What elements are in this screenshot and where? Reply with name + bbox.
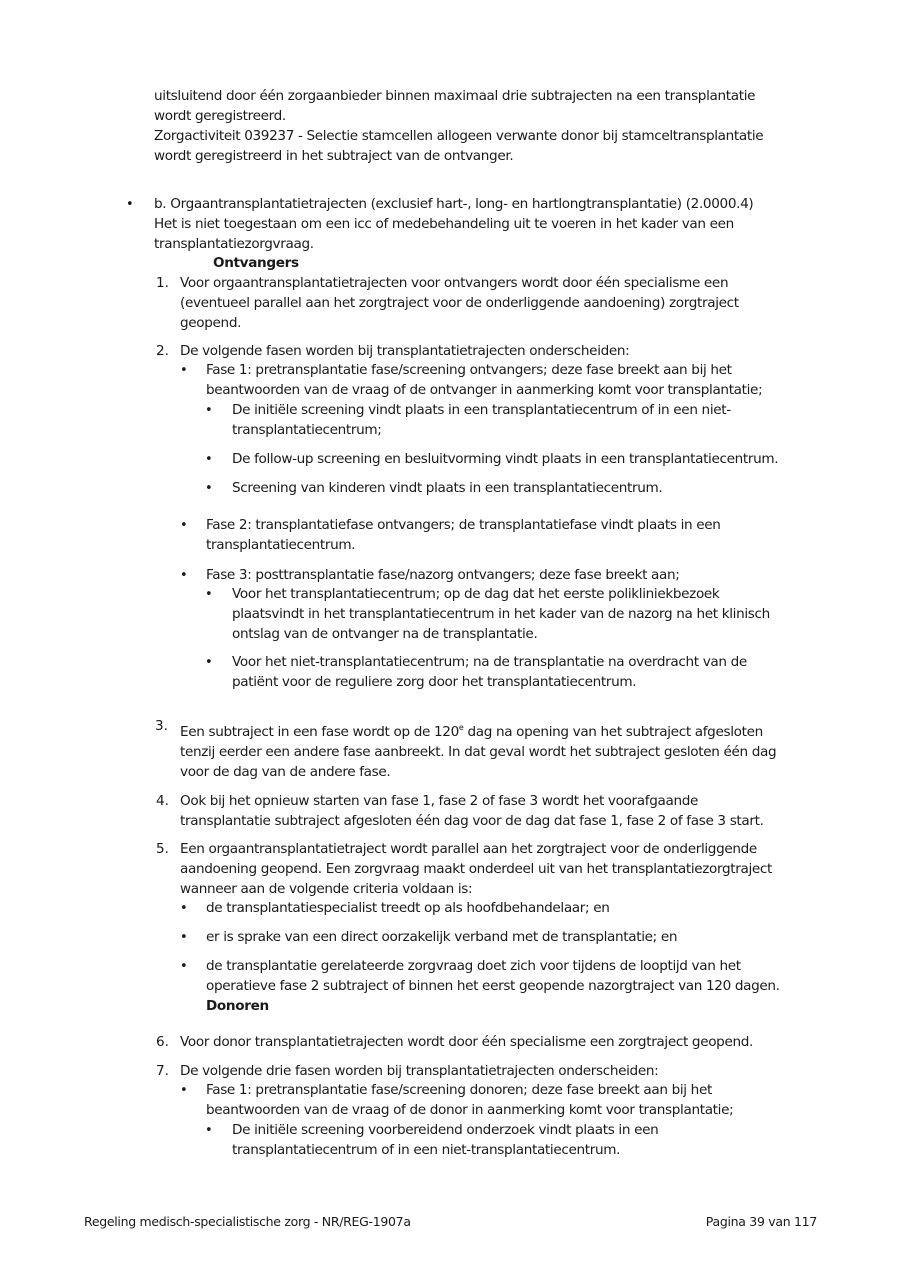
text-line: transplantatiecentrum; (232, 422, 382, 438)
footer-document-title: Regeling medisch-specialistische zorg - NR/REG-1907a (84, 1214, 411, 1229)
text-line: beantwoorden van de vraag of de ontvanger in aanmerking komt voor transplantatie; (206, 382, 763, 398)
text-line: er is sprake van een direct oorzakelijk verband met de transplantatie; en (206, 929, 678, 945)
text-line: wordt geregistreerd in het subtraject van de ontvanger. (154, 148, 514, 164)
text-line: De follow-up screening en besluitvorming vindt plaats in een transplantatiecentrum. (232, 451, 779, 467)
text-line (180, 722, 763, 742)
item-number: 6. (156, 1034, 169, 1050)
text-line: Fase 2: transplantatiefase ontvangers; de transplantatiefase vindt plaats in een (206, 517, 721, 533)
text-line: Voor orgaantransplantatietrajecten voor ontvangers wordt door één specialisme een (180, 275, 729, 291)
text-line: Het is niet toegestaan om een icc of medebehandeling uit te voeren in het kader van een (154, 216, 734, 232)
text-line: beantwoorden van de vraag of de donor in aanmerking komt voor transplantatie; (206, 1102, 734, 1118)
text-line: De volgende fasen worden bij transplantatietrajecten onderscheiden: (180, 343, 630, 359)
item-number: 1. (156, 275, 169, 291)
text-line: Ook bij het opnieuw starten van fase 1, fase 2 of fase 3 wordt het voorafgaande (180, 793, 698, 809)
text-line: Fase 1: pretransplantatie fase/screening ontvangers; deze fase breekt aan bij het (206, 362, 732, 378)
text-line: Voor donor transplantatietrajecten wordt door één specialisme een zorgtraject geopend. (180, 1034, 753, 1050)
item-number: 3. (155, 718, 168, 734)
bullet-icon: • (205, 587, 213, 602)
bullet-icon: • (180, 518, 188, 533)
text-line: wanneer aan de volgende criteria voldaan is: (180, 881, 473, 897)
text-line: de transplantatie gerelateerde zorgvraag doet zich voor tijdens de looptijd van het (206, 958, 741, 974)
text-line: Een orgaantransplantatietraject wordt parallel aan het zorgtraject voor de onderliggende (180, 841, 757, 857)
heading-ontvangers: Ontvangers (213, 255, 299, 271)
text-line: Fase 3: posttransplantatie fase/nazorg ontvangers; deze fase breekt aan; (206, 567, 680, 583)
text-line: transplantatiecentrum. (206, 537, 356, 553)
bullet-icon: • (180, 568, 188, 583)
text-line: wordt geregistreerd. (154, 108, 286, 124)
text-line: plaatsvindt in het transplantatiecentrum in het kader van de nazorg na het klinisch (232, 606, 770, 622)
text-line: tenzij eerder een andere fase aanbreekt. In dat geval wordt het subtraject gesloten één dag (180, 744, 777, 760)
text-line: operatieve fase 2 subtraject of binnen het eerst geopende nazorgtraject van 120 dagen. (206, 978, 780, 994)
bullet-icon: • (205, 403, 213, 418)
section-title: b. Orgaantransplantatietrajecten (exclusief hart-, long- en hartlongtransplantatie) (2.0000.4) (154, 196, 754, 212)
text-line: Voor het niet-transplantatiecentrum; na de transplantatie na overdracht van de (232, 654, 747, 670)
text-segment: Een subtraject in een fase wordt op de 120 (180, 724, 459, 740)
item-number: 4. (156, 793, 169, 809)
bullet-icon: • (180, 1083, 188, 1098)
text-line: geopend. (180, 315, 242, 331)
text-line: (eventueel parallel aan het zorgtraject voor de onderliggende aandoening) zorgtraject (180, 295, 739, 311)
text-line: De initiële screening voorbereidend onderzoek vindt plaats in een (232, 1122, 659, 1138)
bullet-icon: • (205, 1123, 213, 1138)
text-line: ontslag van de ontvanger na de transplantatie. (232, 626, 538, 642)
bullet-icon: • (205, 452, 213, 467)
text-line: De volgende drie fasen worden bij transplantatietrajecten onderscheiden: (180, 1063, 659, 1079)
item-number: 7. (156, 1063, 169, 1079)
heading-donoren: Donoren (206, 998, 269, 1014)
footer-page-number: Pagina 39 van 117 (705, 1214, 817, 1229)
text-line: Screening van kinderen vindt plaats in een transplantatiecentrum. (232, 480, 663, 496)
superscript: e (458, 723, 464, 732)
text-line: Voor het transplantatiecentrum; op de dag dat het eerste polikliniekbezoek (232, 586, 720, 602)
bullet-icon: • (126, 197, 134, 212)
text-line: transplantatiecentrum of in een niet-transplantatiecentrum. (232, 1142, 621, 1158)
text-line: Fase 1: pretransplantatie fase/screening donoren; deze fase breekt aan bij het (206, 1082, 712, 1098)
text-line: voor de dag van de andere fase. (180, 764, 391, 780)
text-line: Zorgactiviteit 039237 - Selectie stamcellen allogeen verwante donor bij stamceltransplantatie (154, 128, 764, 144)
bullet-icon: • (180, 363, 188, 378)
text-line: patiënt voor de reguliere zorg door het transplantatiecentrum. (232, 674, 637, 690)
bullet-icon: • (205, 655, 213, 670)
text-line: transplantatiezorgvraag. (154, 236, 314, 252)
text-line: aandoening geopend. Een zorgvraag maakt onderdeel uit van het transplantatiezorgtraject (180, 861, 773, 877)
text-segment: dag na opening van het subtraject afgesloten (463, 724, 763, 740)
text-line: transplantatie subtraject afgesloten één dag voor de dag dat fase 1, fase 2 of fase 3 start. (180, 813, 764, 829)
item-number: 2. (156, 343, 169, 359)
item-number: 5. (156, 841, 169, 857)
bullet-icon: • (205, 481, 213, 496)
text-line: uitsluitend door één zorgaanbieder binnen maximaal drie subtrajecten na een transplantatie (154, 88, 756, 104)
bullet-icon: • (180, 901, 188, 916)
text-line: de transplantatiespecialist treedt op als hoofdbehandelaar; en (206, 900, 610, 916)
text-line: De initiële screening vindt plaats in een transplantatiecentrum of in een niet- (232, 402, 731, 418)
bullet-icon: • (180, 959, 188, 974)
bullet-icon: • (180, 930, 188, 945)
